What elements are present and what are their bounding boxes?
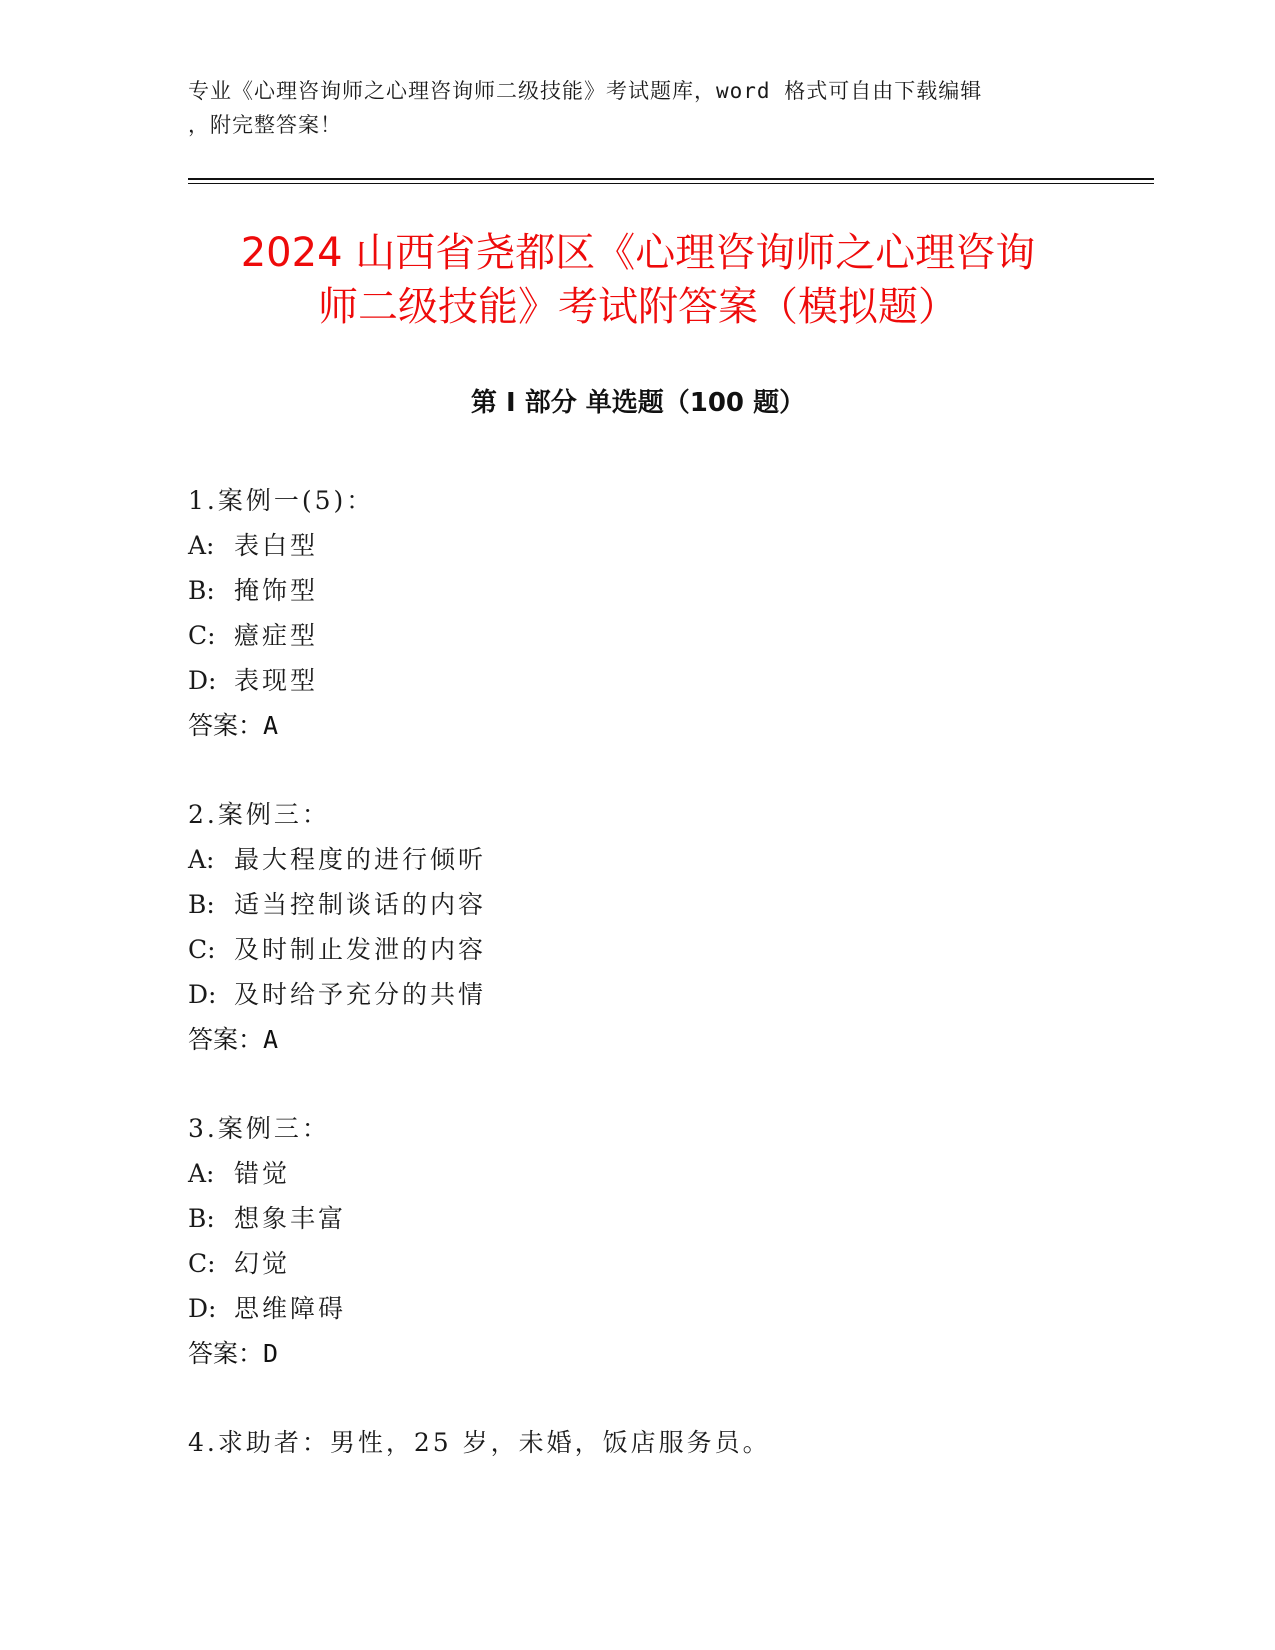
question-stem: 1.案例一(5)：	[188, 486, 375, 515]
option-text: 错觉	[234, 1159, 291, 1188]
question-stem: 4.求助者：男性，25 岁，未婚，饭店服务员。	[188, 1428, 771, 1457]
option-letter: A:	[188, 531, 215, 560]
header-divider-thin	[188, 183, 1154, 184]
option-c	[188, 927, 1088, 972]
answer-label: 答案：	[188, 1339, 264, 1368]
option-letter: C:	[188, 935, 216, 964]
answer	[188, 1017, 1088, 1062]
document-title-line-1: 2024 山西省尧都区《心理咨询师之心理咨询	[240, 230, 1036, 276]
option-a	[188, 523, 1088, 568]
option-text: 思维障碍	[234, 1294, 347, 1323]
option-letter: B:	[188, 1204, 215, 1233]
answer	[188, 703, 1088, 748]
option-letter: D:	[188, 980, 217, 1009]
option-letter: C:	[188, 1249, 216, 1278]
section-title: 第 I 部分 单选题（100 题）	[470, 388, 806, 418]
question-1	[188, 478, 1088, 748]
option-text: 适当控制谈话的内容	[234, 890, 487, 919]
option-c	[188, 613, 1088, 658]
option-b	[188, 882, 1088, 927]
option-b	[188, 1196, 1088, 1241]
document-title-line-2: 师二级技能》考试附答案（模拟题）	[318, 284, 958, 330]
option-d	[188, 658, 1088, 703]
answer-value: A	[263, 1025, 279, 1054]
answer-label: 答案：	[188, 1025, 264, 1054]
header-note	[188, 74, 1068, 142]
option-a	[188, 837, 1088, 882]
option-d	[188, 1286, 1088, 1331]
answer-value: A	[263, 711, 279, 740]
option-letter: B:	[188, 890, 215, 919]
document-title	[188, 226, 1088, 334]
option-text: 想象丰富	[234, 1204, 347, 1233]
option-a	[188, 1151, 1088, 1196]
option-text: 幻觉	[234, 1249, 291, 1278]
answer-value: D	[263, 1339, 279, 1368]
header-note-line-2: ，附完整答案！	[188, 113, 342, 137]
option-letter: D:	[188, 666, 217, 695]
option-d	[188, 972, 1088, 1017]
option-letter: C:	[188, 621, 216, 650]
option-text: 表白型	[234, 531, 319, 560]
option-text: 表现型	[234, 666, 319, 695]
option-b	[188, 568, 1088, 613]
question-4	[188, 1420, 1088, 1465]
header-note-line-1: 专业《心理咨询师之心理咨询师二级技能》考试题库，word 格式可自由下载编辑	[188, 79, 983, 103]
answer	[188, 1331, 1088, 1376]
question-3	[188, 1106, 1088, 1376]
question-stem: 2.案例三：	[188, 800, 330, 829]
question-stem: 3.案例三：	[188, 1114, 330, 1143]
option-letter: A:	[188, 845, 215, 874]
option-c	[188, 1241, 1088, 1286]
answer-label: 答案：	[188, 711, 264, 740]
option-text: 掩饰型	[234, 576, 319, 605]
option-letter: D:	[188, 1294, 217, 1323]
option-letter: B:	[188, 576, 215, 605]
question-list	[188, 478, 1088, 1509]
option-text: 及时制止发泄的内容	[234, 935, 487, 964]
header-divider-thick	[188, 178, 1154, 180]
option-letter: A:	[188, 1159, 215, 1188]
question-2	[188, 792, 1088, 1062]
option-text: 癔症型	[234, 621, 319, 650]
option-text: 及时给予充分的共情	[234, 980, 487, 1009]
option-text: 最大程度的进行倾听	[234, 845, 487, 874]
